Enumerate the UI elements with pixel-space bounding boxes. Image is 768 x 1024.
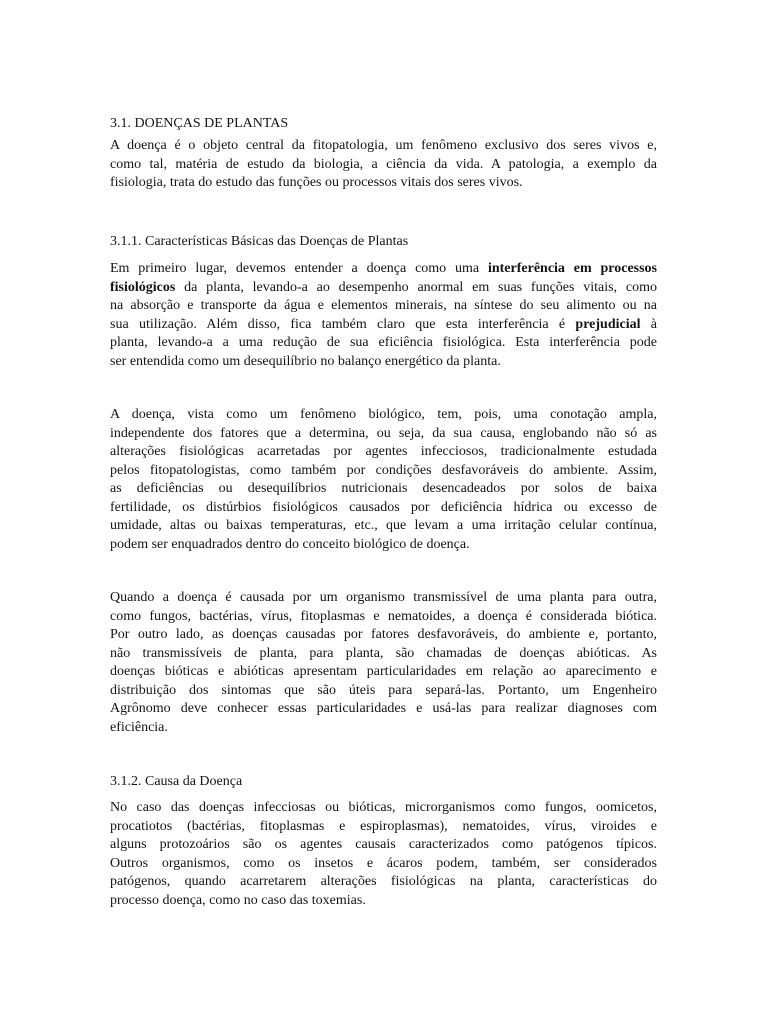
text-fragment: Em primeiro lugar, devemos entender a doença como uma (110, 261, 488, 276)
text-line: pelos fitopatologistas, como também por condições desfavoráveis do ambiente. Assim, (110, 462, 657, 478)
text-line: como tal, matéria de estudo da biologia, a ciência da vida. A patologia, a exemplo da (110, 156, 657, 172)
text-fragment: da planta, levando-a ao desempenho anormal em suas funções vitais, como (175, 279, 657, 295)
text-line: procatiotos (bactérias, fitoplasmas e espiroplasmas), nematoides, vírus, viroides e (110, 818, 657, 834)
text-line: processo doença, como no caso das toxemias. (110, 892, 366, 908)
text-line: fertilidade, os distúrbios fisiológicos causados por deficiência hídrica ou excesso de (110, 499, 657, 515)
text-line: patógenos, quando acarretarem alterações fisiológicas na planta, características do (110, 874, 657, 889)
text-line: A doença é o objeto central da fitopatologia, um fenômeno exclusivo dos seres vivos e, (110, 138, 657, 153)
text-line: Quando a doença é causada por um organismo transmissível de uma planta para outra, (110, 590, 657, 605)
text-line: distribuição dos sintomas que são úteis para separá-las. Portanto, um Engenheiro (110, 682, 657, 698)
text-line: independente dos fatores que a determina, ou seja, da sua causa, englobando não só as (110, 425, 657, 441)
paragraph-disease-cause (110, 799, 657, 910)
text-fragment: sua utilização. Além disso, fica também claro que esta interferência é (110, 316, 576, 332)
text-line: doenças bióticas e abióticas apresentam particularidades em relação ao aparecimento e (110, 664, 657, 679)
text-line: na absorção e transporte da água e elementos minerais, na síntese do seu alimento ou na (110, 298, 657, 313)
text-fragment: à (640, 316, 657, 332)
text-line: alterações fisiológicas acarretadas por agentes infecciosos, tradicionalmente estudada (110, 444, 657, 459)
text-line: Outros organismos, como os insetos e ácaros podem, também, ser considerados (110, 855, 657, 871)
text-line (110, 279, 657, 298)
text-line: não transmissíveis de planta, para planta, são chamadas de doenças abióticas. As (110, 645, 657, 661)
bold-term-harmful: prejudicial (575, 316, 641, 332)
paragraph-definition (110, 137, 657, 193)
text-line: alguns protozoários são os agentes causais caracterizados como patógenos típicos. (110, 837, 657, 852)
text-line: Agrônomo deve conhecer essas particularidades e usá-las para realizar diagnoses com (110, 701, 657, 716)
text-line: ser entendida como um desequilíbrio no balanço energético da planta. (110, 353, 501, 369)
text-line: Por outro lado, as doenças causadas por fatores desfavoráveis, do ambiente e, portanto, (110, 627, 657, 642)
section-heading-3-1: 3.1. DOENÇAS DE PLANTAS (110, 116, 289, 131)
text-line: umidade, altas ou baixas temperaturas, etc., que levam a uma irritação celular contínua, (110, 518, 657, 533)
section-heading-3-1-2: 3.1.2. Causa da Doença (110, 774, 243, 789)
text-line (110, 316, 657, 335)
text-line: eficiência. (110, 719, 168, 735)
section-heading-3-1-1: 3.1.1. Características Básicas das Doenças de Plantas (110, 234, 409, 249)
text-line: podem ser enquadrados dentro do conceito biológico de doença. (110, 536, 470, 552)
text-line (110, 260, 657, 279)
bold-term-physiological: fisiológicos (110, 279, 176, 295)
text-line: A doença, vista como um fenômeno biológico, tem, pois, uma conotação ampla, (110, 407, 657, 422)
text-line: No caso das doenças infecciosas ou bióticas, microrganismos como fungos, oomicetos, (110, 800, 657, 815)
text-line: como fungos, bactérias, vírus, fitoplasmas e nematoides, a doença é considerada biótica. (110, 608, 657, 624)
paragraph-biotic-abiotic (110, 589, 657, 737)
text-line: as deficiências ou desequilíbrios nutricionais desencadeados por solos de baixa (110, 481, 657, 496)
bold-term-interference: interferência em processos (487, 261, 658, 276)
text-line: planta, levando-a a uma redução de sua eficiência fisiológica. Esta interferência pode (110, 335, 657, 350)
text-line: fisiologia, trata do estudo das funções ou processos vitais dos seres vivos. (110, 175, 523, 190)
paragraph-biological-phenomenon (110, 406, 657, 554)
paragraph-interference (110, 260, 657, 371)
